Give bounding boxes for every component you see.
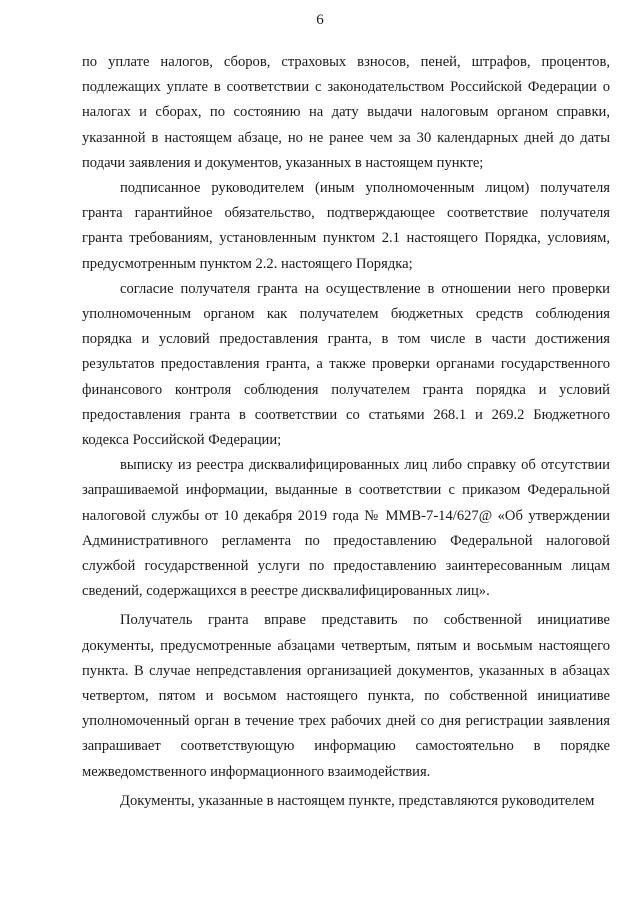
paragraph-tax-arrears-continuation: по уплате налогов, сборов, страховых взносов, пеней, штрафов, процентов, подлежащих уплате в соответствии с законодательством Российской Федерации о налогах и сборах, по состоянию на дату выдачи налоговым органом справки, указанной в настоящем абзаце, но не ранее чем за 30 календарных дней до даты подачи заявления и документов, указанных в настоящем пункте;	[82, 54, 610, 171]
paragraph-disqualified-registry-extract: выписку из реестра дисквалифицированных лиц либо справку об отсутствии запрашиваемой информации, выданные в соответствии с приказом Федеральной налоговой службы от 10 декабря 2019 года № ММВ-7-14/627@ «Об утверждении Административного регламента по предоставлению Федеральной налоговой службой государственной услуги по предоставлению заинтересованным лицам сведений, содержащихся в реестре дисквалифицированных лиц».	[82, 457, 610, 600]
page-number: 6	[316, 12, 324, 28]
paragraph-inspection-consent: согласие получателя гранта на осуществление в отношении него проверки уполномоченным органом как получателем бюджетных средств соблюдения порядка и условий предоставления гранта, в том числе в части достижения результатов предоставления гранта, а также проверки органами государственного финансового контроля соблюдения получателем гранта порядка и условий предоставления гранта в соответствии со статьями 268.1 и 269.2 Бюджетного кодекса Российской Федерации;	[82, 280, 610, 449]
document-body	[82, 50, 610, 814]
paragraph-own-initiative-documents: Получатель гранта вправе представить по собственной инициативе документы, предусмотренные абзацами четвертым, пятым и восьмым настоящего пункта. В случае непредставления организацией документов, указанных в абзацах четвертом, пятом и восьмом настоящего пункта, по собственной инициативе уполномоченный орган в течение трех рабочих дней со дня регистрации заявления запрашивает соответствующую информацию самостоятельно в порядке межведомственного информационного взаимодействия.	[82, 612, 610, 780]
paragraph-guarantee-obligation: подписанное руководителем (иным уполномоченным лицом) получателя гранта гарантийное обязательство, подтверждающее соответствие получателя гранта требованиям, установленным пунктом 2.1 настоящего Порядка, условиям, предусмотренным пунктом 2.2. настоящего Порядка;	[82, 180, 610, 272]
paragraph-documents-submission: Документы, указанные в настоящем пункте, представляются руководителем	[120, 792, 595, 809]
